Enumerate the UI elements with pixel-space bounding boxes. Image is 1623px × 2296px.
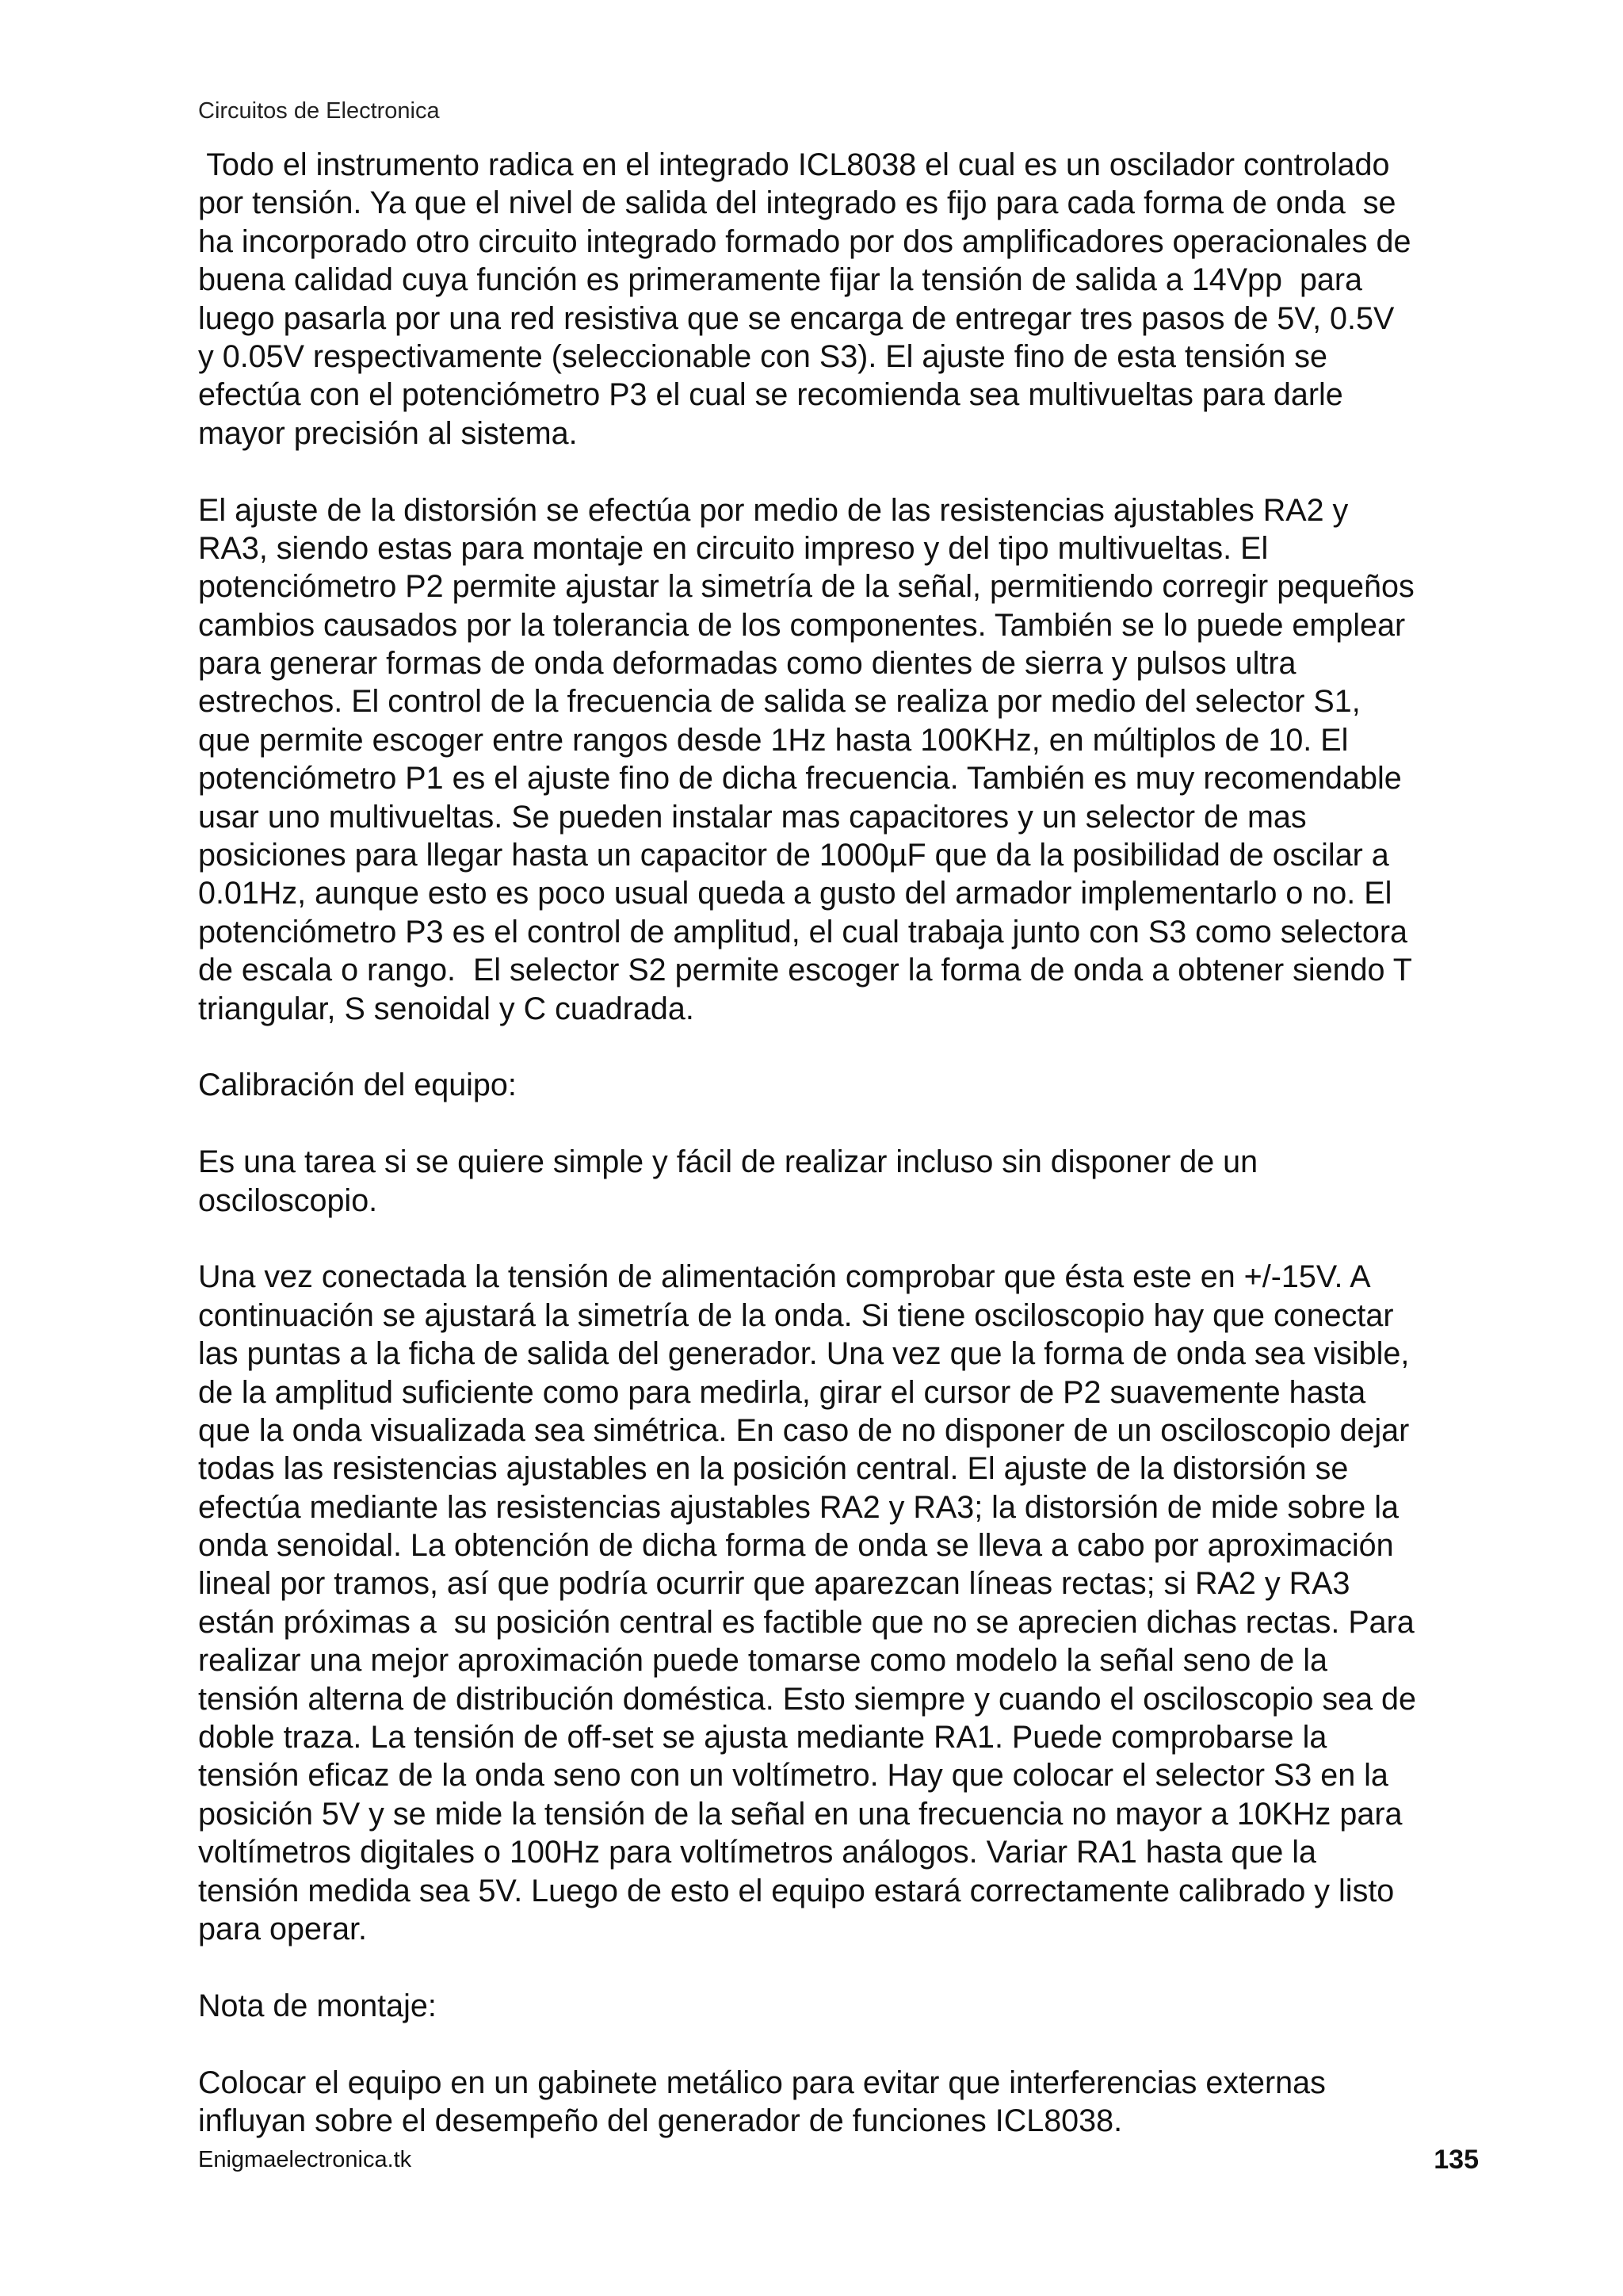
text-line: por tensión. Ya que el nivel de salida del integrado es fijo para cada forma de onda se [198, 185, 1396, 221]
text-line: de escala o rango. El selector S2 permite escoger la forma de onda a obtener siendo T [198, 953, 1412, 988]
text-line: mayor precisión al sistema. [198, 415, 578, 451]
text-line: El ajuste de la distorsión se efectúa por medio de las resistencias ajustables RA2 y [198, 492, 1349, 528]
text-line: usar uno multivueltas. Se pueden instalar mas capacitores y un selector de mas [198, 799, 1307, 835]
page-body [198, 146, 1482, 2140]
running-header: Circuitos de Electronica [198, 98, 440, 124]
footer-site-name: Enigmaelectronica.tk [198, 2147, 412, 2172]
text-line: osciloscopio. [198, 1182, 378, 1218]
paragraph-gap [198, 1220, 1482, 1258]
text-line: que la onda visualizada sea simétrica. En caso de no disponer de un osciloscopio dejar [198, 1412, 1410, 1448]
paragraph-gap [198, 1948, 1482, 1986]
text-line: posición 5V y se mide la tensión de la señal en una frecuencia no mayor a 10KHz para [198, 1796, 1403, 1832]
text-line: onda senoidal. La obtención de dicha forma de onda se lleva a cabo por aproximación [198, 1528, 1394, 1564]
section-heading-mounting-note [198, 1987, 1482, 2025]
heading-text: Nota de montaje: [198, 1988, 437, 2023]
text-line: continuación se ajustará la simetría de la onda. Si tiene osciloscopio hay que conectar [198, 1297, 1394, 1333]
text-line: triangular, S senoidal y C cuadrada. [198, 991, 694, 1026]
paragraph-gap [198, 453, 1482, 491]
heading-text: Calibración del equipo: [198, 1068, 517, 1103]
text-line: efectúa mediante las resistencias ajustables RA2 y RA3; la distorsión de mide sobre la [198, 1489, 1399, 1525]
text-line: Es una tarea si se quiere simple y fácil de realizar incluso sin disponer de un [198, 1144, 1258, 1180]
paragraph-mounting-note [198, 2064, 1482, 2141]
text-line: luego pasarla por una red resistiva que se encarga de entregar tres pasos de 5V, 0.5V [198, 300, 1395, 336]
text-line: lineal por tramos, así que podría ocurrir que aparezcan líneas rectas; si RA2 y RA3 [198, 1566, 1350, 1602]
text-line: efectúa con el potenciómetro P3 el cual se recomienda sea multivueltas para darle [198, 377, 1343, 413]
text-line: 0.01Hz, aunque esto es poco usual queda a gusto del armador implementarlo o no. El [198, 876, 1392, 911]
section-heading-calibration [198, 1066, 1482, 1104]
text-line: Colocar el equipo en un gabinete metálico para evitar que interferencias externas [198, 2065, 1326, 2100]
text-line: RA3, siendo estas para montaje en circuito impreso y del tipo multivueltas. El [198, 530, 1269, 566]
text-line: para operar. [198, 1911, 368, 1946]
text-line: buena calidad cuya función es primeramente fijar la tensión de salida a 14Vpp para [198, 262, 1363, 298]
text-line: doble traza. La tensión de off-set se ajusta mediante RA1. Puede comprobarse la [198, 1720, 1327, 1755]
text-line: ha incorporado otro circuito integrado formado por dos amplificadores operacionales de [198, 223, 1411, 259]
text-line: y 0.05V respectivamente (seleccionable con S3). El ajuste fino de esta tensión se [198, 338, 1328, 374]
text-line: que permite escoger entre rangos desde 1Hz hasta 100KHz, en múltiplos de 10. El [198, 722, 1349, 758]
text-line: potenciómetro P3 es el control de amplitud, el cual trabaja junto con S3 como selectora [198, 914, 1407, 949]
text-line: realizar una mejor aproximación puede tomarse como modelo la señal seno de la [198, 1643, 1327, 1679]
text-line: Todo el instrumento radica en el integrado ICL8038 el cual es un oscilador controlado [198, 147, 1390, 182]
paragraph-gap [198, 1028, 1482, 1066]
text-line: voltímetros digitales o 100Hz para voltímetros análogos. Variar RA1 hasta que la [198, 1835, 1317, 1870]
text-line: las puntas a la ficha de salida del generador. Una vez que la forma de onda sea visible, [198, 1336, 1410, 1372]
text-line: para generar formas de onda deformadas como dientes de sierra y pulsos ultra [198, 646, 1296, 682]
paragraph-gap [198, 1105, 1482, 1143]
page-number: 135 [1434, 2145, 1479, 2175]
paragraph-gap [198, 2025, 1482, 2063]
text-line: están próximas a su posición central es factible que no se aprecien dichas rectas. Para [198, 1604, 1415, 1640]
text-line: potenciómetro P2 permite ajustar la simetría de la señal, permitiendo corregir pequeños [198, 569, 1415, 605]
text-line: potenciómetro P1 es el ajuste fino de dicha frecuencia. También es muy recomendable [198, 761, 1402, 797]
paragraph-intro [198, 146, 1482, 453]
paragraph-calibration-intro [198, 1143, 1482, 1220]
text-line: influyan sobre el desempeño del generador de funciones ICL8038. [198, 2103, 1123, 2138]
paragraph-calibration-steps [198, 1258, 1482, 1948]
text-line: Una vez conectada la tensión de alimentación comprobar que ésta este en +/-15V. A [198, 1259, 1371, 1295]
paragraph-distortion [198, 491, 1482, 1028]
text-line: estrechos. El control de la frecuencia de salida se realiza por medio del selector S1, [198, 684, 1361, 720]
text-line: todas las resistencias ajustables en la posición central. El ajuste de la distorsión se [198, 1451, 1349, 1487]
text-line: tensión medida sea 5V. Luego de esto el equipo estará correctamente calibrado y listo [198, 1873, 1395, 1908]
text-line: de la amplitud suficiente como para medirla, girar el cursor de P2 suavemente hasta [198, 1374, 1366, 1410]
text-line: posiciones para llegar hasta un capacitor de 1000µF que da la posibilidad de oscilar a [198, 838, 1389, 873]
text-line: tensión alterna de distribución doméstica. Esto siempre y cuando el osciloscopio sea de [198, 1681, 1416, 1717]
text-line: tensión eficaz de la onda seno con un voltímetro. Hay que colocar el selector S3 en la [198, 1758, 1388, 1794]
text-line: cambios causados por la tolerancia de los componentes. También se lo puede emplear [198, 607, 1406, 643]
